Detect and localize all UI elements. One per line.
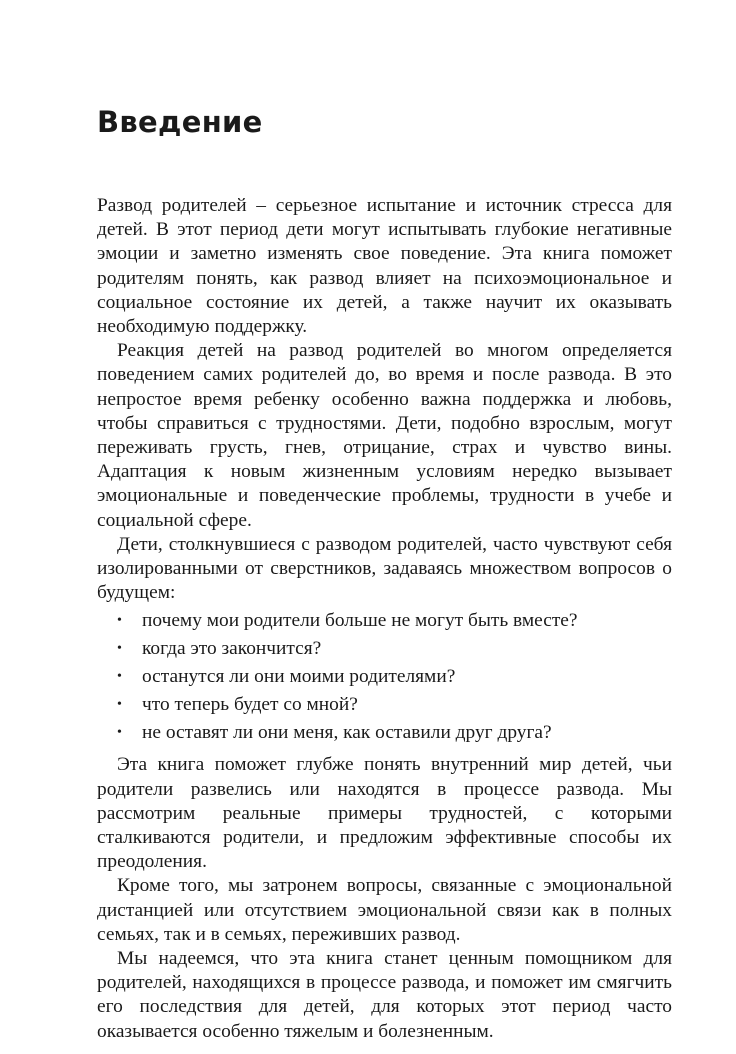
paragraph-2: Реакция детей на развод родителей во многом определяется поведением самих родителей до, во время и после развода. В это непростое время ребенку особенно важна поддержка и любовь, чтобы справиться с трудностями. Дети, подобно взрослым, могут переживать грусть, гнев, отрицание, страх и чувство вины. Адаптация к новым жизненным условиям нередко вызывает эмоциональные и поведенческие проблемы, трудности в учебе и социальной сфере. [97, 340, 672, 531]
bullet-icon: • [117, 613, 122, 629]
paragraph-3: Дети, столкнувшиеся с разводом родителей, часто чувствуют себя изолированными от сверстников, задаваясь множеством вопросов о будущем: [97, 533, 672, 604]
chapter-body [97, 194, 672, 1044]
chapter-title: Введение [97, 105, 263, 139]
paragraph-1: Развод родителей – серьезное испытание и источник стресса для детей. В этот период дети могут испытывать глубокие негативные эмоции и заметно изменять свое поведение. Эта книга поможет родителям понять, как развод влияет на психоэмоциональное и социальное состояние их детей, а также научит их оказывать необходимую поддержку. [97, 195, 672, 338]
paragraph-6: Мы надеемся, что эта книга станет ценным помощником для родителей, находящихся в процессе развода, и поможет им смягчить его последствия для детей, для которых этот период часто оказывается особенно тяжелым и болезненным. [97, 948, 672, 1042]
questions-list [97, 609, 672, 749]
list-item [97, 721, 672, 749]
question-text: почему мои родители больше не могут быть вместе? [142, 610, 578, 632]
list-item [97, 665, 672, 693]
question-text: когда это закончится? [142, 638, 322, 660]
question-text: останутся ли они моими родителями? [142, 666, 456, 688]
paragraph-5: Кроме того, мы затронем вопросы, связанные с эмоциональной дистанцией или отсутствием эмоциональной связи как в полных семьях, так и в семьях, переживших развод. [97, 875, 672, 945]
bullet-icon: • [117, 725, 122, 741]
bullet-icon: • [117, 641, 122, 657]
question-text: не оставят ли они меня, как оставили друг друга? [142, 722, 552, 744]
book-page [97, 0, 672, 1054]
paragraph-4: Эта книга поможет глубже понять внутренний мир детей, чьи родители развелись или находятся в процессе развода. Мы рассмотрим реальные примеры трудностей, с которыми сталкиваются родители, и предложим эффективные способы их преодоления. [97, 754, 672, 873]
question-text: что теперь будет со мной? [142, 694, 358, 716]
bullet-icon: • [117, 669, 122, 685]
list-item [97, 693, 672, 721]
list-item [97, 609, 672, 637]
list-item [97, 637, 672, 665]
bullet-icon: • [117, 697, 122, 713]
